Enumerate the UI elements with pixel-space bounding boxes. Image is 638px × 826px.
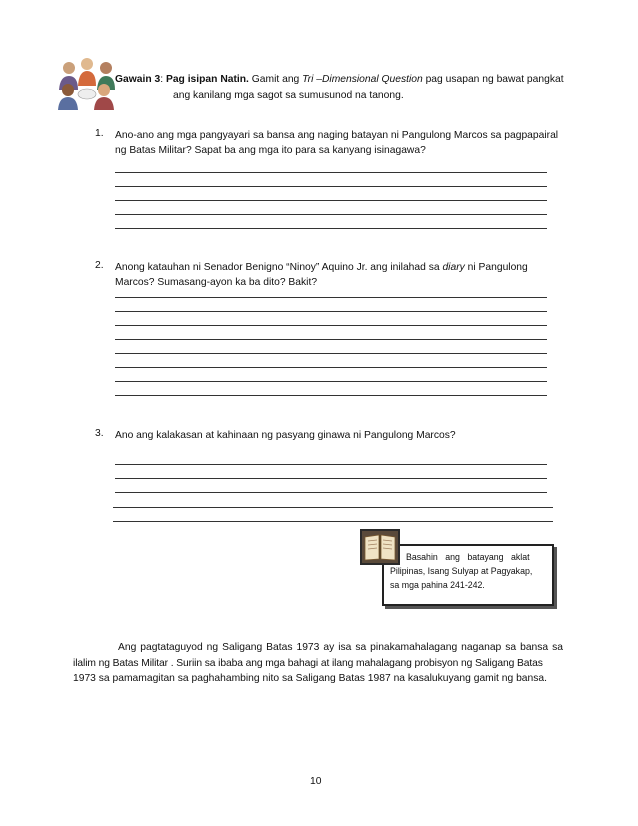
question-2-number: 2. bbox=[95, 260, 104, 271]
note-line-1: Basahin ang batayang aklat bbox=[406, 552, 530, 562]
activity-label: Gawain 3 bbox=[115, 74, 161, 85]
diary-term: diary bbox=[442, 262, 465, 273]
note-line-3: sa mga pahina 241-242. bbox=[390, 580, 485, 590]
tri-dimensional-term: Tri –Dimensional Question bbox=[302, 74, 423, 85]
group-discussion-icon bbox=[56, 56, 118, 110]
activity-instruction: ang kanilang mga sagot sa sumusunod na tanong. bbox=[173, 90, 404, 101]
activity-title: Pag isipan Natin. bbox=[165, 74, 249, 85]
paragraph-line-2: ilalim ng Batas Militar . Suriin sa ibaba ang mga bahagi at ilang mahalagang probisyon ng Saligang Batas bbox=[73, 657, 543, 669]
paragraph-line-3: 1973 sa pamamagitan sa paghahambing nito sa Saligang Batas 1987 na kasalukuyang gamit ng bansa. bbox=[73, 673, 547, 684]
question-1-text: Ano-ano ang mga pangyayari sa bansa ang naging batayan ni Pangulong Marcos sa pagpapairal ng Batas Militar? Sapat ba ang mga ito para sa kanyang isinagawa? bbox=[115, 130, 559, 156]
question-3-text: Ano ang kalakasan at kahinaan ng pasyang ginawa ni Pangulong Marcos? bbox=[115, 430, 456, 441]
paragraph-line-1: Ang pagtataguyod ng Saligang Batas 1973 ay isa sa pinakamahalagang naganap sa bansa sa bbox=[118, 642, 563, 653]
activity-header: Gawain 3: Pag isipan Natin. Gamit ang Tri –Dimensional Question pag usapan ng bawat pangkat bbox=[115, 74, 564, 85]
question-1-number: 1. bbox=[95, 128, 104, 139]
open-book-icon bbox=[360, 529, 400, 565]
reading-note-box bbox=[382, 544, 554, 606]
question-3-number: 3. bbox=[95, 428, 104, 439]
constitution-paragraph bbox=[73, 640, 563, 687]
question-2-text: Anong katauhan ni Senador Benigno “Ninoy” Aquino Jr. ang inilahad sa diary ni Pangulong Marcos? Sumasang-ayon ka ba dito? Bakit? bbox=[115, 262, 528, 288]
page-number: 10 bbox=[310, 776, 322, 787]
note-line-2: Pilipinas, Isang Sulyap at Pagyakap, bbox=[390, 566, 533, 576]
